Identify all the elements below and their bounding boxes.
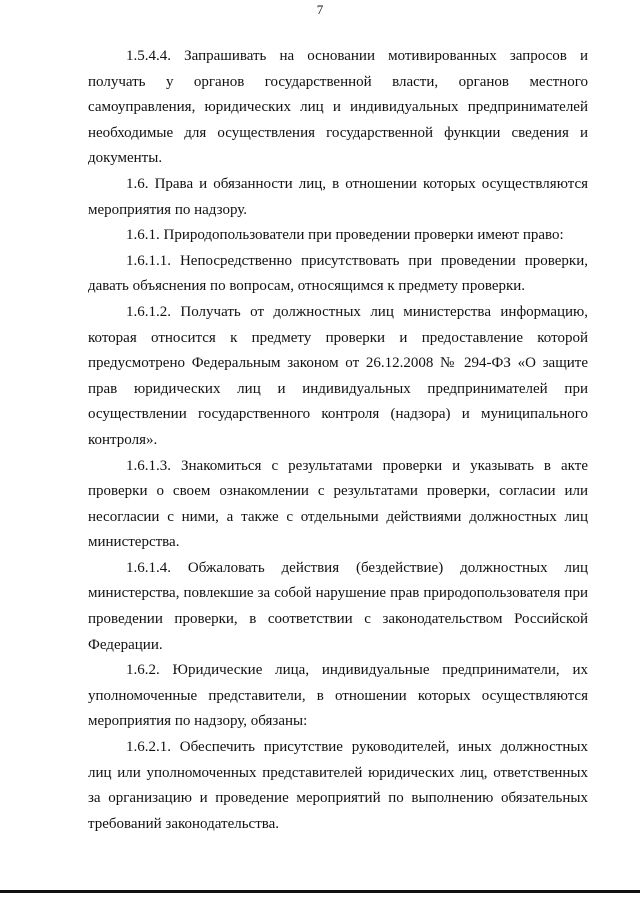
page-number: 7 (316, 2, 324, 17)
paragraph-1-6-2-1: 1.6.2.1. Обеспечить присутствие руководителей, иных должностных лиц или уполномоченных представителей юридических лиц, ответственных за организацию и проведение мероприятий по выполнению обязательных требований законодательства. (88, 739, 588, 832)
paragraph-1-6-1-2: 1.6.1.2. Получать от должностных лиц министерства информацию, которая относится к предмету проверки и предоставление которой предусмотрено Федеральным законом от 26.12.2008 № 294-ФЗ «О защите прав юридических лиц и индивидуальных предпринимателей при осуществлении государственного контроля (надзора) и муниципального контроля». (88, 303, 588, 448)
bottom-rule (0, 890, 640, 893)
paragraph-1-5-4-4: 1.5.4.4. Запрашивать на основании мотивированных запросов и получать у органов государственной власти, органов местного самоуправления, юридических лиц и индивидуальных предпринимателей необходимые для осуществления государственной функции сведения и документы. (88, 48, 588, 167)
paragraph-1-6: 1.6. Права и обязанности лиц, в отношении которых осуществляются мероприятия по надзору. (88, 175, 588, 218)
paragraph-1-6-1-3: 1.6.1.3. Знакомиться с результатами проверки и указывать в акте проверки о своем ознакомлении с результатами проверки, согласии или несогласии с ними, а также с отдельными действиями должностных лиц министерства. (88, 457, 588, 551)
paragraph-1-6-2: 1.6.2. Юридические лица, индивидуальные предприниматели, их уполномоченные представители, в отношении которых осуществляются мероприятия по надзору, обязаны: (88, 662, 588, 730)
paragraph-1-6-1-1: 1.6.1.1. Непосредственно присутствовать при проведении проверки, давать объяснения по вопросам, относящимся к предмету проверки. (88, 252, 588, 295)
document-body (88, 44, 588, 837)
paragraph-1-6-1-4: 1.6.1.4. Обжаловать действия (бездействие) должностных лиц министерства, повлекшие за собой нарушение прав природопользователя при проведении проверки, в соответствии с законодательством Российской Федерации. (88, 559, 588, 653)
paragraph-1-6-1: 1.6.1. Природопользователи при проведении проверки имеют право: (126, 227, 564, 244)
